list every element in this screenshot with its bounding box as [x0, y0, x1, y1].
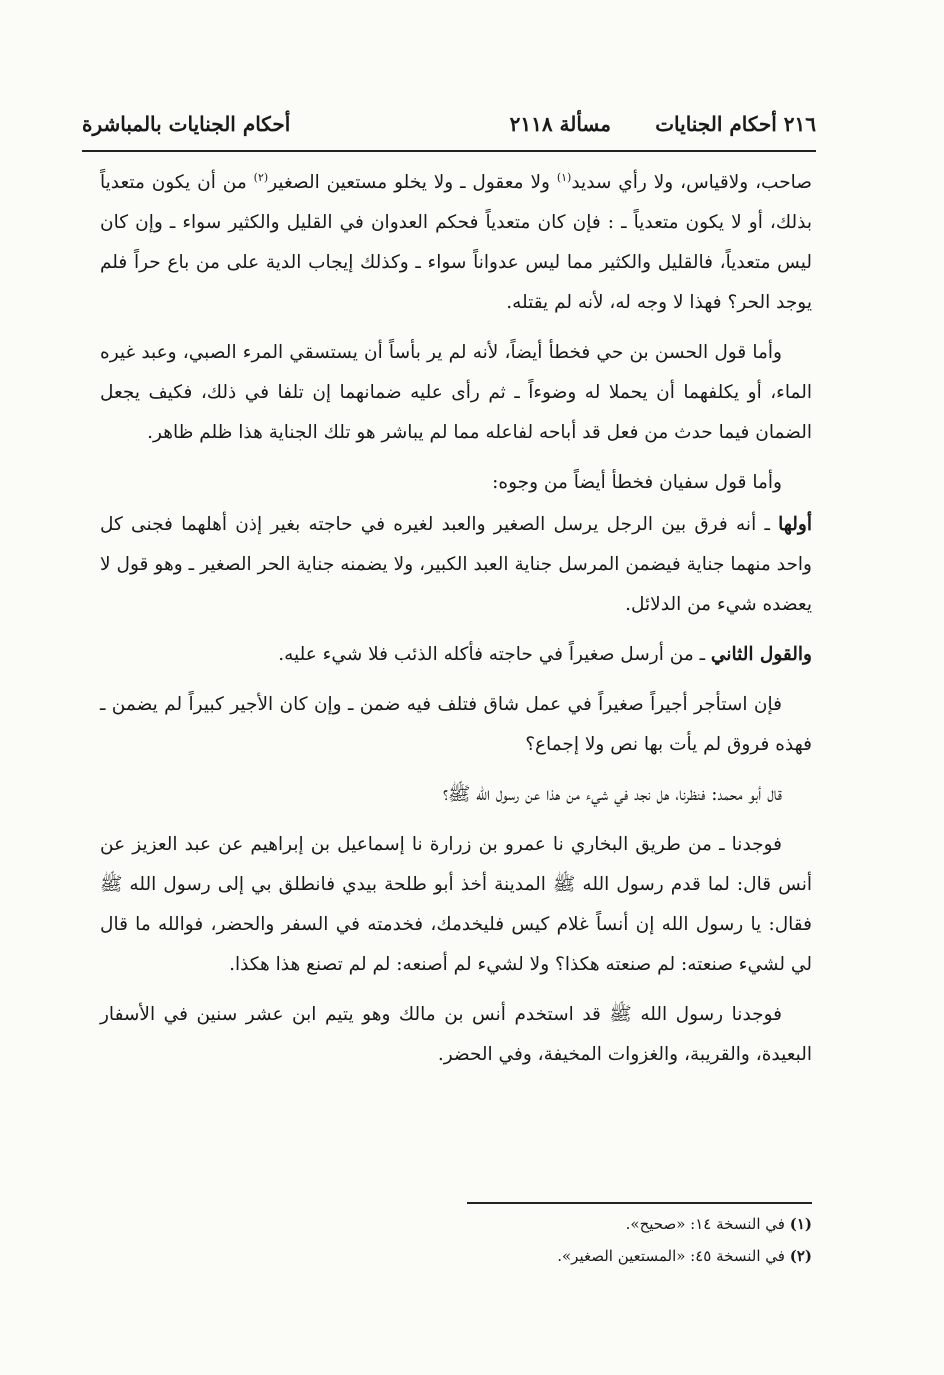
footnote-label: (١)	[789, 1215, 812, 1233]
paragraph-4	[100, 505, 812, 625]
issue-number: مسألة ٢١١٨	[509, 112, 611, 136]
paragraph-9	[100, 995, 812, 1075]
text-run: ولا معقول ـ ولا يخلو مستعين الصغير	[268, 172, 557, 193]
text-run: فإن استأجر أجيراً صغيراً في عمل شاق فتلف فيه ضمن ـ وإن كان الأجير كبيراً لم يضمن ـ فهذه فروق لم يأت بها نص ولا إجماع؟	[100, 694, 812, 755]
text-run: صاحب، ولاقياس، ولا رأي سديد	[571, 172, 812, 193]
book-title: أحكام الجنايات	[655, 112, 777, 136]
page-number: ٢١٦	[783, 112, 816, 136]
lead-term: أولها	[778, 514, 812, 535]
paragraph-5	[100, 635, 812, 675]
footnote-rule	[467, 1202, 812, 1204]
text-run: وأما قول سفيان فخطأ أيضاً من وجوه:	[492, 472, 782, 493]
footnote-1	[430, 1208, 812, 1240]
header-rule	[82, 150, 816, 152]
paragraph-1	[100, 163, 812, 323]
paragraph-3	[100, 463, 812, 503]
footnote-ref-2: (٢)	[253, 170, 269, 184]
paragraph-2	[100, 333, 812, 453]
paragraph-8	[100, 825, 812, 985]
text-run: من أن يكون متعدياً بذلك، أو لا يكون متعدياً ـ : فإن كان متعدياً فحكم العدوان في القليل والكثير سواء ـ وإن كان ليس متعدياً، فالقليل والكثير مما ليس عدواناً سواء ـ وكذلك إيجاب الدية على من باع حراً فلم يوجد الحر؟ فهذا لا وجه له، لأنه لم يقتله.	[100, 172, 812, 313]
text-run: ـ أنه فرق بين الرجل يرسل الصغير والعبد لغيره في حاجته بغير إذن أهلهما فجنى كل واحد منهما جناية فيضمن المرسل جناية العبد الكبير، ولا يضمنه جناية الحر الصغير ـ وهو قول لا يعضده شيء من الدلائل.	[100, 514, 812, 615]
text-run: فوجدنا رسول الله ﷺ قد استخدم أنس بن مالك وهو يتيم ابن عشر سنين في الأسفار البعيدة، والقريبة، والغزوات المخيفة، وفي الحضر.	[100, 1004, 812, 1065]
footnote-ref-1: (١)	[556, 170, 572, 184]
main-text	[100, 163, 812, 1085]
chapter-title: أحكام الجنايات بالمباشرة	[82, 112, 291, 136]
text-run: ـ من أرسل صغيراً في حاجته فأكله الذئب فلا شيء عليه.	[278, 644, 711, 665]
footnotes	[430, 1208, 812, 1272]
text-run: قال أبو محمد: فنظرنا، هل نجد في شيء من هذا عن رسول الله ﷺ؟	[442, 784, 782, 805]
footnote-2	[430, 1240, 812, 1272]
lead-term: والقول الثاني	[710, 644, 812, 665]
footnote-text: في النسخة ٤٥: «المستعين الصغير».	[557, 1247, 790, 1265]
text-run: فوجدنا ـ من طريق البخاري نا عمرو بن زرارة نا إسماعيل بن إبراهيم عن عبد العزيز عن أنس قال: لما قدم رسول الله ﷺ المدينة أخذ أبو طلحة بيدي فانطلق بي إلى رسول الله ﷺ فقال: يا رسول الله إن أنساً غلام كيس فليخدمك، فخدمته في السفر والحضر، فوالله ما قال لي لشيء صنعته: لم صنعته هكذا؟ ولا لشيء لم أصنعه: لم لم تصنع هذا هكذا.	[100, 834, 812, 975]
paragraph-7	[100, 775, 812, 815]
header-page-and-book	[655, 112, 816, 136]
running-header	[82, 112, 816, 146]
footnote-text: في النسخة ١٤: «صحيح».	[625, 1215, 790, 1233]
paragraph-6	[100, 685, 812, 765]
footnote-label: (٢)	[789, 1247, 812, 1265]
text-run: وأما قول الحسن بن حي فخطأ أيضاً، لأنه لم ير بأساً أن يستسقي المرء الصبي، وعبد غيره الماء، أو يكلفهما أن يحملا له وضوءاً ـ ثم رأى عليه ضمانهما إن تلفا في ذلك، فكيف يجعل الضمان فيما حدث من فعل قد أباحه لفاعله مما لم يباشر هو تلك الجناية هذا ظلم ظاهر.	[100, 342, 812, 443]
